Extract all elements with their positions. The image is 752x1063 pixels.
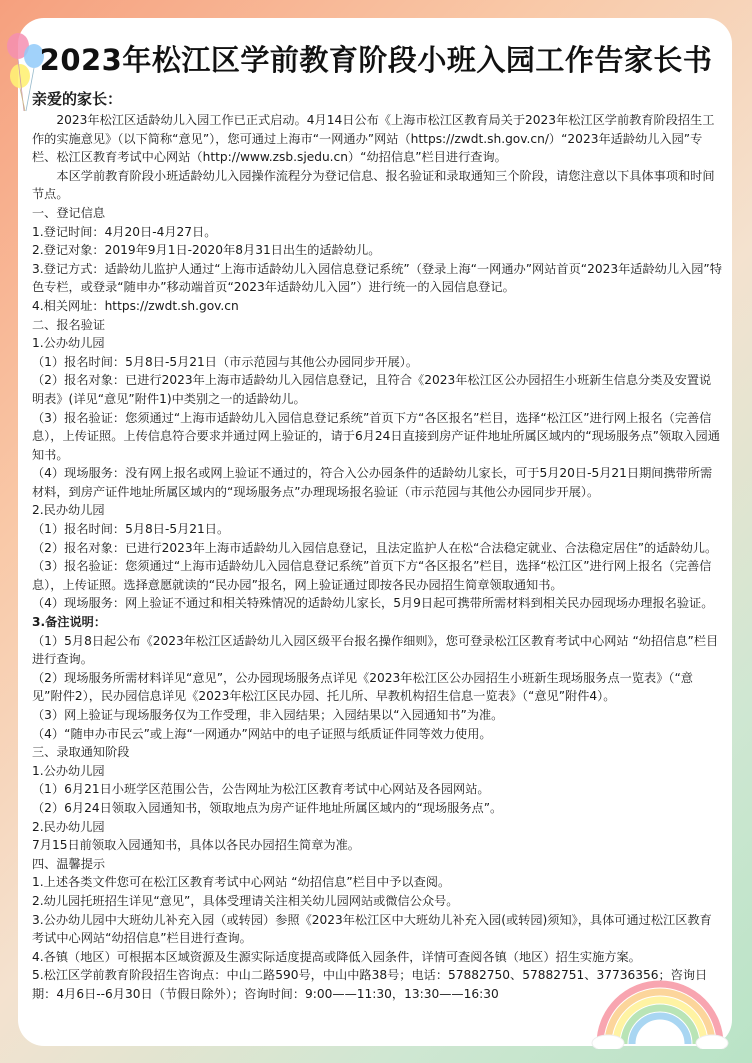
- list-item: （1）报名时间：5月8日-5月21日（市示范园与其他公办园同步开展）。: [32, 354, 419, 369]
- list-item: （3）报名验证：您须通过“上海市适龄幼儿入园信息登记系统”首页下方“各区报名”栏目，选择“松江区”进行网上报名（完善信息），上传证照。选择意愿就读的“民办园”报名，网上验证通过即按各民办园招生简章领取通知书。: [32, 559, 712, 592]
- list-item: 2.幼儿园托班招生详见“意见”，具体受理请关注相关幼儿园网站或微信公众号。: [32, 893, 459, 908]
- list-item: （4）“随申办市民云”或上海“一网通办”网站中的电子证照与纸质证件同等效力使用。: [32, 726, 492, 741]
- list-item: （2）现场服务所需材料详见“意见”，公办园现场服务点详见《2023年松江区公办园招生小班新生现场服务点一览表》（“意见”附件2），民办园信息详见《2023年松江区民办园、托儿所、早教机构招生信息一览表》（“意见”附件4）。: [32, 670, 693, 704]
- list-item: （2）报名对象：已进行2023年上海市适龄幼儿入园信息登记，且法定监护人在松“合法稳定就业、合法稳定居住”的适龄幼儿。: [32, 540, 718, 555]
- list-item: （2）6月24日领取入园通知书，领取地点为房产证件地址所属区域内的“现场服务点”。: [32, 800, 503, 815]
- intro-paragraph: 本区学前教育阶段小班适龄幼儿入园操作流程分为登记信息、报名验证和录取通知三个阶段，请您注意以下具体事项和时间节点。: [32, 168, 715, 202]
- list-item: 1.上述各类文件您可在松江区教育考试中心网站 “幼招信息”栏目中予以查阅。: [32, 875, 451, 890]
- list-item: 3.登记方式：适龄幼儿监护人通过“上海市适龄幼儿入园信息登记系统”（登录上海“一网通办”网站首页“2023年适龄幼儿入园”特色专栏，或登录“随申办”移动端首页“2023年适龄幼儿入园”）进行统一的入园信息登记。: [32, 261, 722, 295]
- subsection-heading: 1.公办幼儿园: [32, 763, 105, 778]
- page-title: 2023年松江区学前教育阶段小班入园工作告家长书: [39, 43, 713, 77]
- section-heading: 四、温馨提示: [32, 856, 106, 871]
- list-item: （3）报名验证：您须通过“上海市适龄幼儿入园信息登记系统”首页下方“各区报名”栏目，选择“松江区”进行网上报名（完善信息），上传证照。上传信息符合要求并通过网上验证的，请于6月24日直接到房产证件地址所属区域内的“现场服务点”领取入园通知书。: [32, 410, 720, 462]
- list-item: （1）报名时间：5月8日-5月21日。: [32, 522, 230, 537]
- subsection-heading: 2.民办幼儿园: [32, 819, 105, 834]
- intro-paragraph: 2023年松江区适龄幼儿入园工作已正式启动。4月14日公布《上海市松江区教育局关于2023年松江区学前教育阶段招生工作的实施意见》（以下简称“意见”），您可通过上海市“一网通办”网站（https://zwdt.sh.gov.cn/）“2023年适龄幼儿入园”专栏、松江区教育考试中心网站（http://www.zsb.sjedu.cn）“幼招信息”栏目进行查询。: [32, 113, 715, 165]
- list-item: 2.登记对象：2019年9月1日-2020年8月31日出生的适龄幼儿。: [32, 243, 381, 258]
- list-item: 4.相关网址：https://zwdt.sh.gov.cn: [32, 298, 239, 313]
- subsection-heading: 1.公办幼儿园: [32, 336, 105, 351]
- subsection-heading: 3.备注说明：: [32, 615, 107, 630]
- list-item: （4）现场服务：没有网上报名或网上验证不通过的，符合入公办园条件的适龄幼儿家长，可于5月20日-5月21日期间携带所需材料，到房产证件地址所属区域内的“现场服务点”办理现场报名验证（市示范园与其他公办园同步开展）。: [32, 466, 713, 499]
- list-item: 3.公办幼儿园中大班幼儿补充入园（或转园）参照《2023年松江区中大班幼儿补充入园(或转园)须知》，具体可通过松江区教育考试中心网站“幼招信息”栏目进行查询。: [32, 912, 712, 946]
- section-heading: 三、录取通知阶段: [32, 745, 130, 760]
- section-heading: 二、报名验证: [32, 317, 106, 332]
- list-item: 5.松江区学前教育阶段招生咨询点：中山二路590号，中山中路38号；电话：57882750、57882751、37736356；咨询日期：4月6日--6月30日（节假日除外）；咨询时间：9:00——11:30，13:30——16:30: [32, 968, 708, 1001]
- list-item: 1.登记时间：4月20日-4月27日。: [32, 224, 217, 239]
- list-item: （3）网上验证与现场服务仅为工作受理，非入园结果；入园结果以“入园通知书”为准。: [32, 708, 504, 722]
- rainbow-decoration: [590, 969, 730, 1049]
- section-heading: 一、登记信息: [32, 205, 106, 220]
- list-item: （2）报名对象：已进行2023年上海市适龄幼儿入园信息登记，且符合《2023年松江区公办园招生小班新生信息分类及安置说明表》(详见“意见”附件1)中类别之一的适龄幼儿。: [32, 373, 712, 406]
- list-item: （4）现场服务：网上验证不通过和相关特殊情况的适龄幼儿家长，5月9日起可携带所需材料到相关民办园现场办理报名验证。: [32, 596, 714, 611]
- list-item: （1）6月21日小班学区范围公告，公告网址为松江区教育考试中心网站及各园网站。: [32, 782, 490, 797]
- list-item: 7月15日前领取入园通知书，具体以各民办园招生简章为准。: [32, 838, 360, 853]
- subsection-heading: 2.民办幼儿园: [32, 503, 105, 518]
- list-item: （1）5月8日起公布《2023年松江区适龄幼儿入园区级平台报名操作细则》，您可登录松江区教育考试中心网站 “幼招信息”栏目进行查询。: [32, 633, 719, 667]
- list-item: 4.各镇（地区）可根据本区域资源及生源实际适度提高或降低入园条件，详情可查阅各镇（地区）招生实施方案。: [32, 949, 641, 964]
- notice-body: [32, 88, 722, 1004]
- greeting: 亲爱的家长：: [32, 90, 123, 108]
